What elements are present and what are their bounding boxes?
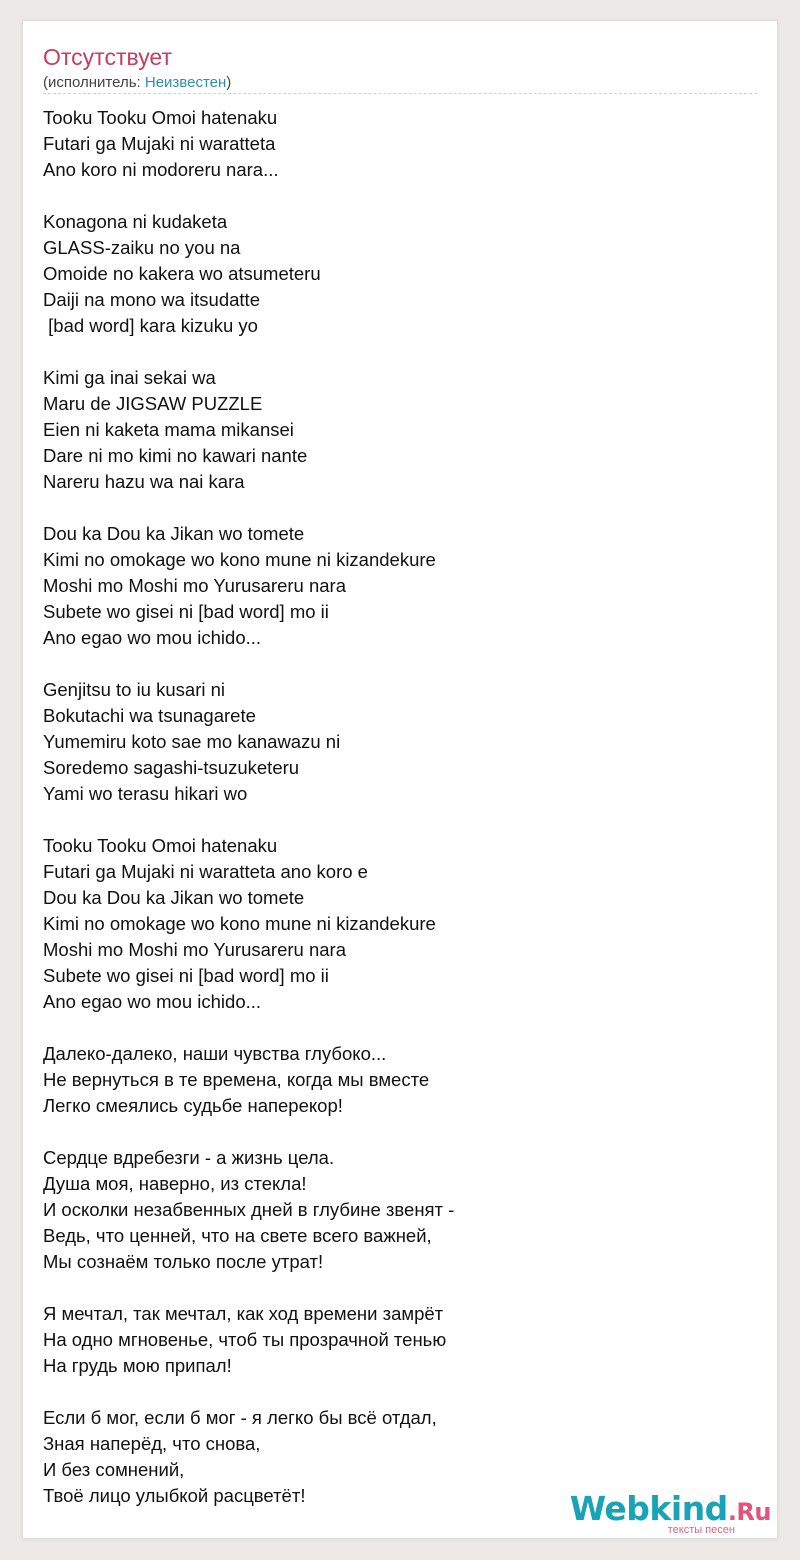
lyric-line: Сердце вдребезги - а жизнь цела.	[43, 1147, 335, 1168]
lyric-stanza	[43, 1145, 743, 1275]
lyric-line: Kimi ga inai sekai wa	[43, 367, 216, 388]
lyrics-card	[22, 20, 778, 1539]
watermark-tld: .Ru	[727, 1498, 771, 1526]
lyric-line: Ano koro ni modoreru nara...	[43, 159, 279, 180]
lyric-line: Ano egao wo mou ichido...	[43, 991, 262, 1012]
artist-prefix: (исполнитель:	[43, 74, 145, 91]
lyric-stanza	[43, 105, 743, 183]
lyric-line: И без сомнений,	[43, 1459, 185, 1480]
lyric-line: И осколки незабвенных дней в глубине звенят -	[43, 1199, 455, 1220]
lyric-line: GLASS-zaiku no you na	[43, 237, 241, 258]
lyrics-body	[43, 105, 743, 1535]
lyric-line: Kimi no omokage wo kono mune ni kizandekure	[43, 549, 436, 570]
lyric-line: На грудь мою припал!	[43, 1355, 232, 1376]
lyric-line: Dou ka Dou ka Jikan wo tomete	[43, 887, 305, 908]
lyric-line: На одно мгновенье, чтоб ты прозрачной тенью	[43, 1329, 447, 1350]
lyric-stanza	[43, 677, 743, 807]
lyric-stanza	[43, 365, 743, 495]
lyric-line: Твоё лицо улыбкой расцветёт!	[43, 1485, 306, 1506]
lyric-line: Subete wo gisei ni [bad word] mo ii	[43, 965, 329, 986]
lyric-stanza	[43, 209, 743, 339]
watermark-tagline: тексты песен	[667, 1524, 735, 1536]
lyric-line: Dou ka Dou ka Jikan wo tomete	[43, 523, 305, 544]
lyric-line: Omoide no kakera wo atsumeteru	[43, 263, 321, 284]
lyric-line: Yami wo terasu hikari wo	[43, 783, 248, 804]
lyric-line: Зная наперёд, что снова,	[43, 1433, 261, 1454]
lyric-line: Yumemiru koto sae mo kanawazu ni	[43, 731, 341, 752]
lyric-line: Bokutachi wa tsunagarete	[43, 705, 256, 726]
lyric-line: Subete wo gisei ni [bad word] mo ii	[43, 601, 329, 622]
lyric-stanza	[43, 1041, 743, 1119]
lyric-line: Мы сознаём только после утрат!	[43, 1251, 324, 1272]
site-watermark	[570, 1491, 771, 1536]
lyric-line: Не вернуться в те времена, когда мы вместе	[43, 1069, 430, 1090]
artist-line	[43, 73, 231, 93]
watermark-brand: Webkind	[569, 1489, 728, 1528]
lyric-line: [bad word] kara kizuku yo	[43, 315, 258, 336]
lyric-line: Soredemo sagashi-tsuzuketeru	[43, 757, 300, 778]
lyric-stanza	[43, 521, 743, 651]
lyric-line: Nareru hazu wa nai kara	[43, 471, 245, 492]
artist-suffix: )	[226, 74, 232, 91]
lyric-line: Futari ga Mujaki ni waratteta ano koro e	[43, 861, 368, 882]
title-divider	[43, 93, 757, 94]
lyric-line: Moshi mo Moshi mo Yurusareru nara	[43, 939, 346, 960]
lyric-line: Tooku Tooku Omoi hatenaku	[43, 107, 278, 128]
lyric-line: Ведь, что ценней, что на свете всего важней,	[43, 1225, 432, 1246]
lyric-line: Dare ni mo kimi no kawari nante	[43, 445, 308, 466]
artist-link[interactable]: Неизвестен	[144, 74, 227, 91]
lyric-line: Легко смеялись судьбе наперекор!	[43, 1095, 343, 1116]
lyric-line: Moshi mo Moshi mo Yurusareru nara	[43, 575, 346, 596]
song-title: Отсутствует	[43, 44, 172, 70]
lyric-line: Genjitsu to iu kusari ni	[43, 679, 226, 700]
lyric-line: Daiji na mono wa itsudatte	[43, 289, 260, 310]
lyric-line: Tooku Tooku Omoi hatenaku	[43, 835, 278, 856]
lyric-line: Если б мог, если б мог - я легко бы всё отдал,	[43, 1407, 437, 1428]
lyric-line: Я мечтал, так мечтал, как ход времени замрёт	[43, 1303, 444, 1324]
lyric-line: Далеко-далеко, наши чувства глубоко...	[43, 1043, 387, 1064]
lyric-line: Kimi no omokage wo kono mune ni kizandekure	[43, 913, 436, 934]
lyric-stanza	[43, 1301, 743, 1379]
lyric-line: Eien ni kaketa mama mikansei	[43, 419, 294, 440]
lyric-stanza	[43, 833, 743, 1015]
lyric-line: Futari ga Mujaki ni waratteta	[43, 133, 276, 154]
lyric-line: Ano egao wo mou ichido...	[43, 627, 262, 648]
lyric-line: Maru de JIGSAW PUZZLE	[43, 393, 263, 414]
lyric-line: Konagona ni kudaketa	[43, 211, 228, 232]
lyric-line: Душа моя, наверно, из стекла!	[43, 1173, 307, 1194]
